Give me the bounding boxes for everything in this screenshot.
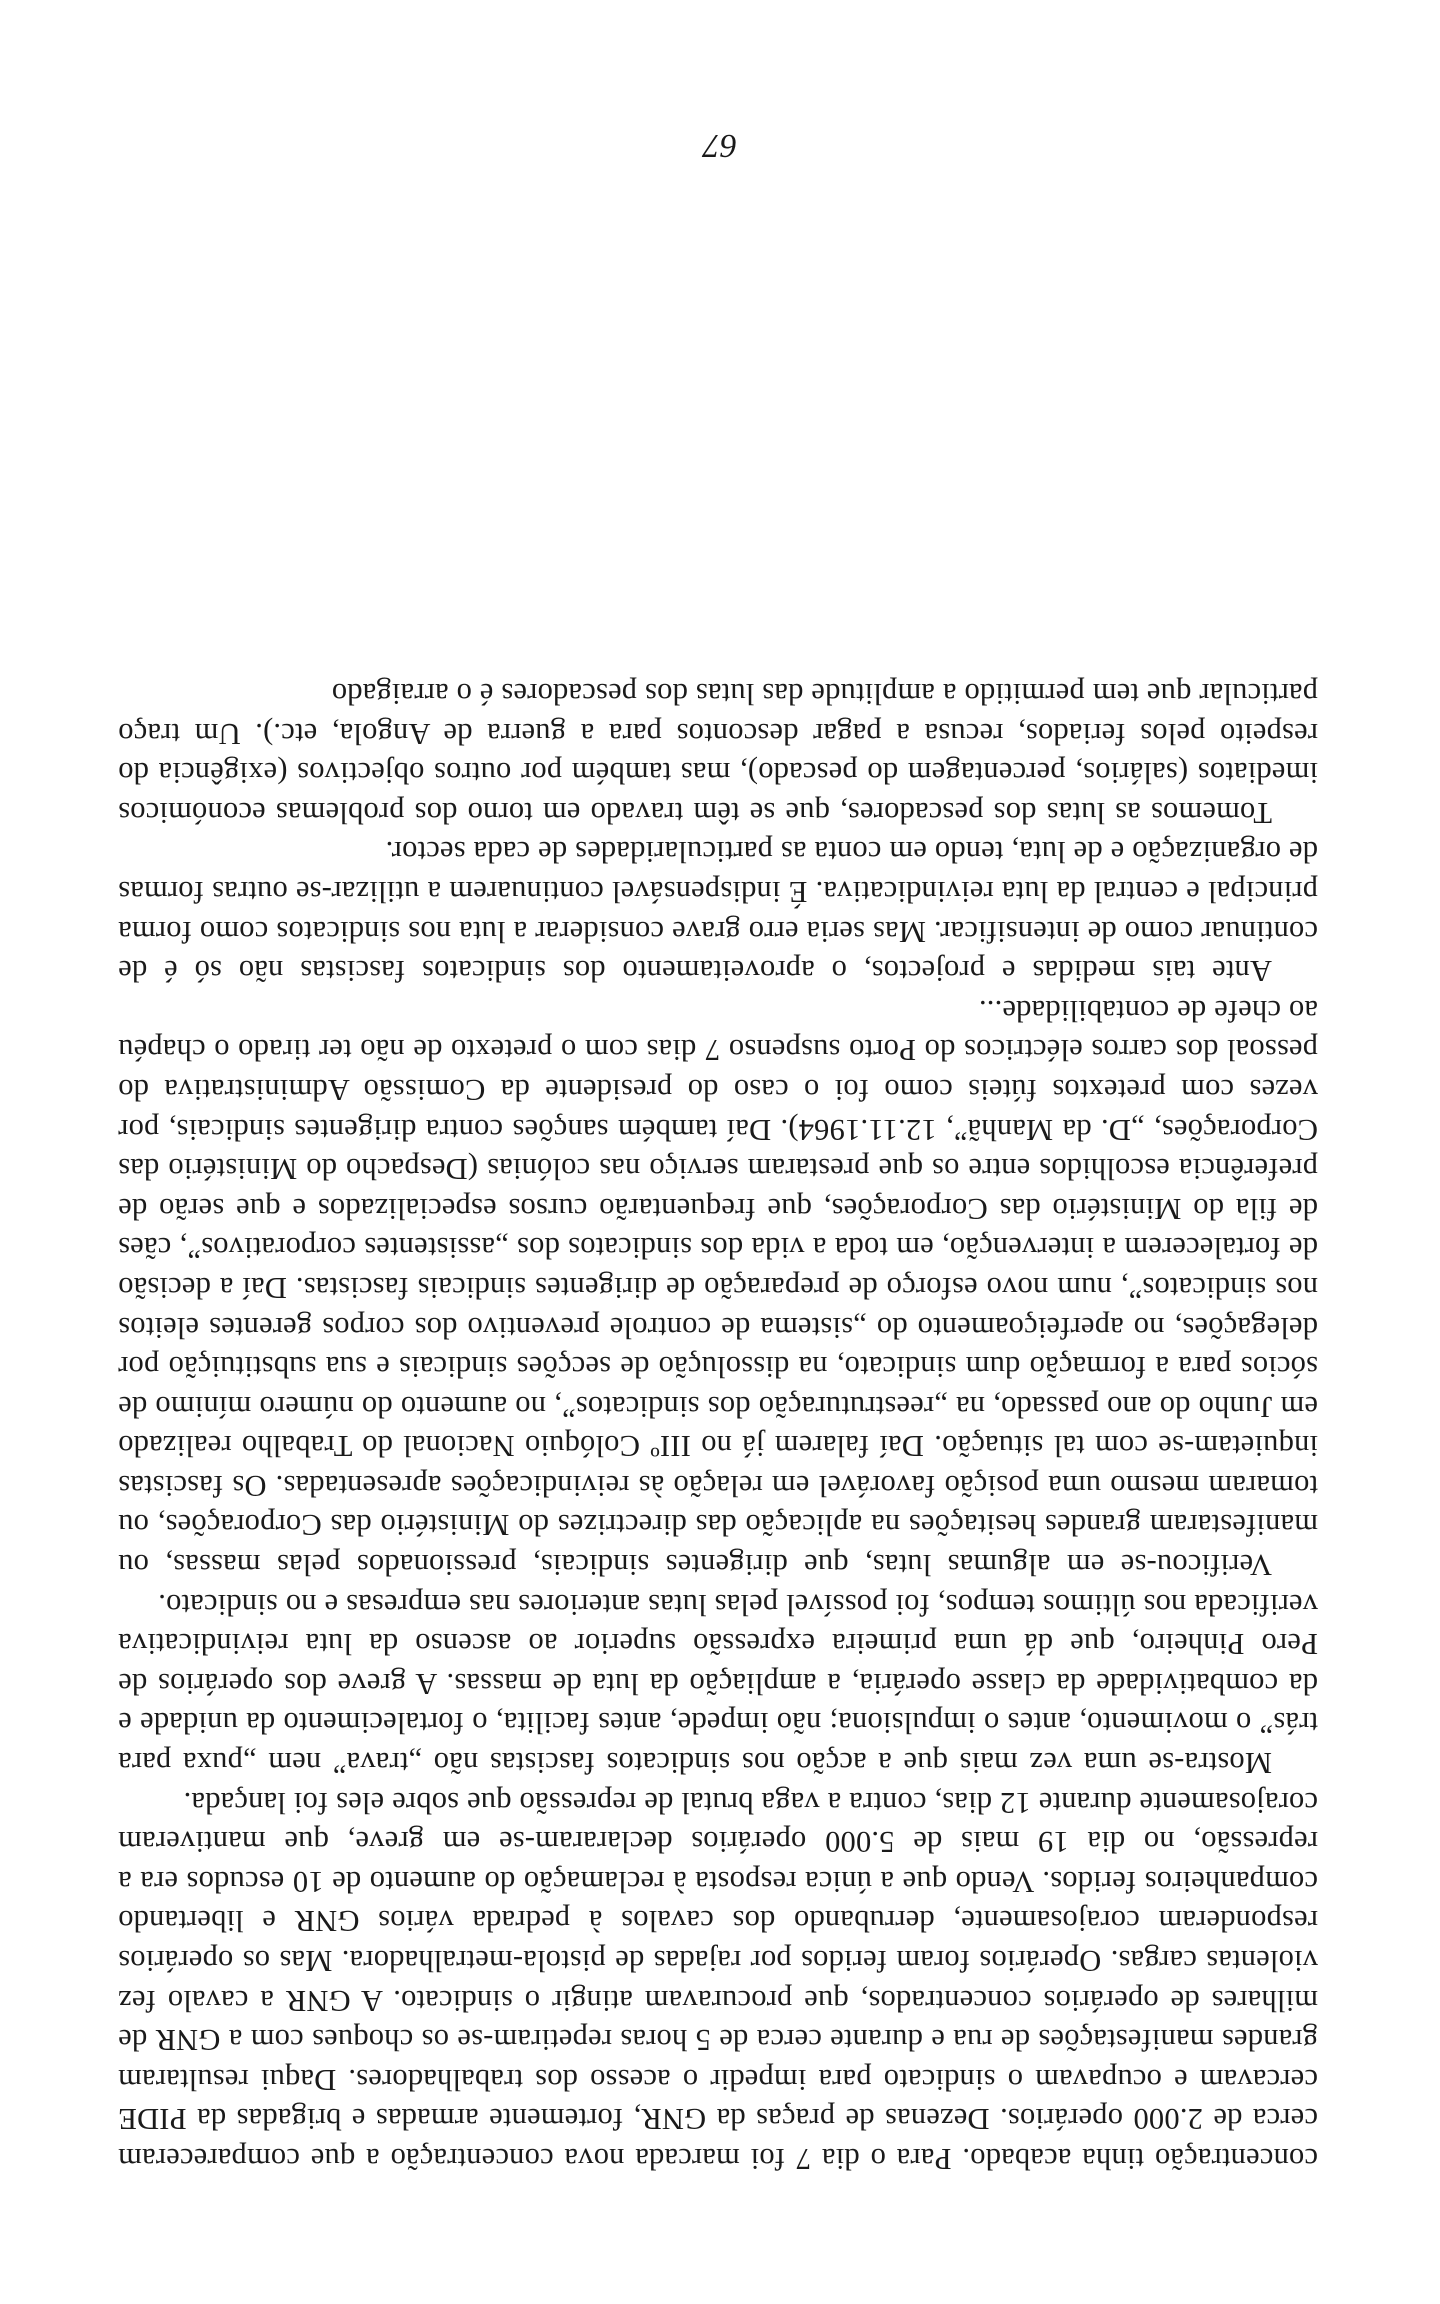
page-number: 67 bbox=[703, 127, 737, 164]
body-text bbox=[118, 673, 1318, 2178]
paragraph-2: Mostra-se uma vez mais que a acção nos sindicatos fascistas não „trava” nem „puxa para trás” o movimento, antes o impulsiona; não impede, antes facilita, o fortalecimento da unidade e da combatividade da classe operária, a ampliação da luta de massas. A greve dos operários de Pero Pinheiro, que dá uma primeira expressão superior ao ascenso da luta reivindicativa verificada nos últimos tempos, foi possível pelas lutas anteriores nas empresas e no sindicato. bbox=[118, 1587, 1318, 1781]
paragraph-1: concentração tinha acabado. Para o dia 7 foi marcada nova concentração a que compareceram cerca de 2.000 operários. Dezenas de praças da GNR, fortemente armadas e brigadas da PIDE cercavam e ocupavam o sindicato para impedir o acesso dos trabalhadores. Daqui resultaram grandes manifestações de rua e durante cerca de 5 horas repetiram-se os choques com a GNR de milhares de operários concentrados, que procuravam atingir o sindicato. A GNR a cavalo fez violentas cargas. Operários foram feridos por rajadas de pistola-metralhadora. Mas os operários responderam corajosamente, derrubando dos cavalos à pedrada vários GNR e libertando companheiros feridos. Vendo que a única resposta à reclamação do aumento de 10 escudos era a repressão, no dia 19 mais de 5.000 operários declararam-se em greve, que mantiveram corajosamente durante 12 dias, contra a vaga brutal de repressão que sobre eles foi lançada. bbox=[118, 1785, 1318, 2176]
paragraph-4: Ante tais medidas e projectos, o aproveitamento dos sindicatos fascistas não só é de continuar como de intensificar. Mas seria erro grave considerar a luta nos sindicatos como forma principal e central da luta reivindicativa. É indispensável continuarem a utilizar-se outras formas de organização e de luta, tendo em conta as particularidades de cada sector. bbox=[118, 835, 1318, 989]
paragraph-5: Tomemos as lutas dos pescadores, que se têm travado em torno dos problemas económicos imediatos (salários, percentagem do pescado), mas também por outros objectivos (exigência do respeito pelos feriados, recusa a pagar descontos para a guerra de Angola, etc.). Um traço particular que tem permitido a amplitude das lutas dos pescadores é o arraigado bbox=[118, 677, 1318, 830]
paragraph-3: Verificou-se em algumas lutas, que dirigentes sindicais, pressionados pelas massas, ou manifestaram grandes hesitações na aplicação das directrizes do Ministério das Corporações, ou tomaram mesmo uma posição favorável em relação às reivindicações apresentadas. Os fascistas inquietam-se com tal situação. Daí falarem já no IIIº Colóquio Nacional do Trabalho realizado em Junho do ano passado, na „reestruturação dos sindicatos”, no aumento do número mínimo de sócios para a formação dum sindicato, na dissolução de secções sindicais e sua substituição por delegações, no aperfeiçoamento do „sistema de controle preventivo dos corpos gerentes eleitos nos sindicatos”, num novo esforço de preparação de dirigentes sindicais fascistas. Daí a decisão de fortalecerem a intervenção, em toda a vida dos sindicatos dos „assistentes corporativos”, cães de fila do Ministério das Corporações, que frequentarão cursos especializados e que serão de preferência escolhidos entre os que prestaram serviço nas colónias (Despacho do Ministério das Corporações, „D. da Manhã”, 12.11.1964). Daí também sanções contra dirigentes sindicais, por vezes com pretextos fúteis como foi o caso do presidente da Comissão Administrativa do pessoal dos carros eléctricos do Porto suspenso 7 dias com o pretexto de não ter tirado o chapéu ao chefe de contabilidade... bbox=[118, 993, 1318, 1583]
